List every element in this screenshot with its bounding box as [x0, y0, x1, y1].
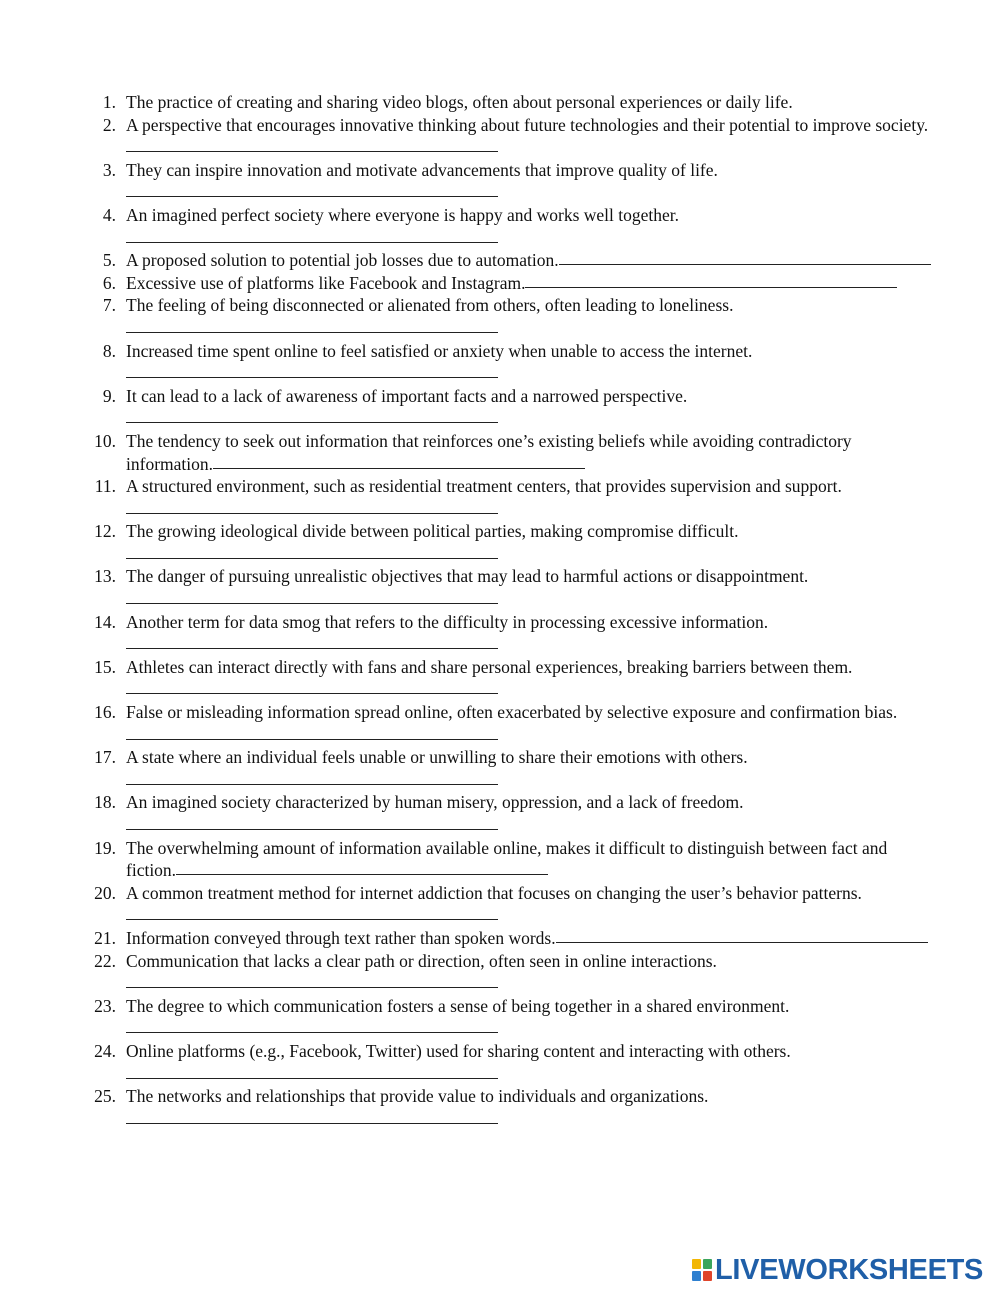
question-item	[0, 882, 1000, 927]
question-item	[0, 701, 1000, 746]
answer-blank[interactable]	[126, 814, 498, 830]
logo-tile	[692, 1271, 701, 1281]
question-text: They can inspire innovation and motivate advancements that improve quality of life.	[126, 159, 718, 180]
answer-blank[interactable]	[126, 724, 498, 740]
question-item	[0, 385, 1000, 430]
question-number: 18.	[94, 792, 116, 813]
question-text: A structured environment, such as residential treatment centers, that provides supervision and support.	[126, 476, 842, 497]
answer-blank[interactable]	[126, 543, 498, 559]
question-text: It can lead to a lack of awareness of important facts and a narrowed perspective.	[126, 385, 688, 406]
question-text: Athletes can interact directly with fans and share personal experiences, breaking barriers between them.	[126, 656, 853, 677]
answer-blank[interactable]	[126, 972, 498, 988]
question-number: 1.	[102, 92, 116, 112]
answer-blank[interactable]	[126, 588, 498, 604]
answer-input[interactable]	[126, 187, 498, 202]
question-text: A proposed solution to potential job losses due to automation.	[126, 250, 559, 271]
question-number: 2.	[102, 114, 116, 135]
answer-blank[interactable]	[126, 498, 498, 514]
answer-input[interactable]	[126, 368, 498, 383]
question-number: 6.	[102, 272, 116, 293]
question-item	[0, 159, 1000, 204]
logo-tile	[703, 1259, 712, 1269]
question-item	[0, 294, 1000, 339]
question-number: 12.	[94, 521, 116, 542]
answer-input[interactable]	[525, 278, 897, 293]
question-text: Online platforms (e.g., Facebook, Twitter) used for sharing content and interacting with others.	[126, 1040, 791, 1061]
answer-input[interactable]	[126, 978, 498, 993]
question-number: 5.	[102, 250, 116, 271]
answer-blank[interactable]	[126, 227, 498, 243]
question-item	[0, 1040, 1000, 1085]
answer-input[interactable]	[559, 255, 931, 270]
answer-input[interactable]	[126, 639, 498, 654]
question-item	[0, 272, 1000, 295]
answer-input[interactable]	[126, 910, 498, 925]
answer-input[interactable]	[126, 820, 498, 835]
answer-input[interactable]	[126, 594, 498, 609]
question-item	[0, 1085, 1000, 1130]
question-text: Another term for data smog that refers to the difficulty in processing excessive information.	[126, 611, 769, 632]
answer-blank[interactable]	[556, 927, 928, 943]
question-number: 19.	[94, 837, 116, 858]
question-number: 23.	[94, 995, 116, 1016]
answer-blank[interactable]	[126, 362, 498, 378]
question-item	[0, 611, 1000, 656]
logo-tile	[692, 1259, 701, 1269]
question-text: False or misleading information spread online, often exacerbated by selective exposure and confirmation bias.	[126, 702, 898, 723]
question-text: The danger of pursuing unrealistic objectives that may lead to harmful actions or disappointment.	[126, 566, 809, 587]
answer-input[interactable]	[176, 865, 548, 880]
answer-input[interactable]	[126, 142, 498, 157]
question-number: 11.	[94, 476, 116, 497]
question-text: Excessive use of platforms like Facebook and Instagram.	[126, 272, 526, 293]
question-number: 7.	[102, 295, 116, 316]
answer-blank[interactable]	[559, 249, 931, 265]
question-number: 15.	[94, 656, 116, 677]
answer-input[interactable]	[126, 413, 498, 428]
brand-name: LIVEWORKSHEETS	[715, 1254, 984, 1286]
answer-blank[interactable]	[176, 859, 548, 875]
question-text: The feeling of being disconnected or alienated from others, often leading to loneliness.	[126, 295, 734, 316]
answer-input[interactable]	[126, 775, 498, 790]
question-text: The networks and relationships that provide value to individuals and organizations.	[126, 1086, 709, 1107]
question-item	[0, 746, 1000, 791]
answer-input[interactable]	[126, 233, 498, 248]
question-number: 16.	[94, 702, 116, 723]
question-number: 9.	[102, 385, 116, 406]
answer-blank[interactable]	[126, 181, 498, 197]
question-number: 22.	[94, 950, 116, 971]
answer-blank[interactable]	[126, 904, 498, 920]
question-item	[0, 430, 1000, 475]
question-number: 8.	[102, 340, 116, 361]
answer-input[interactable]	[126, 549, 498, 564]
answer-input[interactable]	[556, 933, 928, 948]
answer-blank[interactable]	[126, 136, 498, 152]
answer-input[interactable]	[126, 1114, 498, 1129]
question-text: A common treatment method for internet addiction that focuses on changing the user’s behavior patterns.	[126, 882, 862, 903]
question-item	[0, 837, 1000, 882]
question-number: 25.	[94, 1086, 116, 1107]
question-item	[0, 927, 1000, 950]
question-item	[0, 995, 1000, 1040]
question-number: 10.	[94, 430, 116, 451]
answer-blank[interactable]	[213, 453, 585, 469]
question-item	[0, 656, 1000, 701]
answer-blank[interactable]	[126, 769, 498, 785]
question-item	[0, 475, 1000, 520]
question-item	[0, 950, 1000, 995]
answer-input[interactable]	[213, 459, 585, 474]
question-text: Information conveyed through text rather than spoken words.	[126, 927, 556, 948]
question-number: 21.	[94, 927, 116, 948]
question-number: 3.	[102, 159, 116, 180]
question-text: Increased time spent online to feel satisfied or anxiety when unable to access the internet.	[126, 340, 753, 361]
question-item	[0, 114, 1000, 159]
question-number: 4.	[102, 204, 116, 225]
question-number: 24.	[94, 1040, 116, 1061]
answer-blank[interactable]	[126, 678, 498, 694]
answer-input[interactable]	[126, 1069, 498, 1084]
answer-input[interactable]	[126, 730, 498, 745]
liveworksheets-logo-icon	[692, 1259, 712, 1281]
answer-input[interactable]	[126, 1023, 498, 1038]
answer-blank[interactable]	[126, 1017, 498, 1033]
question-list	[0, 91, 1000, 1130]
question-number: 17.	[94, 747, 116, 768]
answer-blank[interactable]	[126, 407, 498, 423]
answer-input[interactable]	[126, 504, 498, 519]
question-text: A state where an individual feels unable or unwilling to share their emotions with others.	[126, 747, 748, 768]
answer-blank[interactable]	[126, 1108, 498, 1124]
answer-input[interactable]	[126, 684, 498, 699]
logo-tile	[703, 1271, 712, 1281]
question-text: An imagined perfect society where everyone is happy and works well together.	[126, 204, 680, 225]
answer-blank[interactable]	[126, 1063, 498, 1079]
liveworksheets-logo	[692, 1255, 983, 1285]
question-number: 14.	[94, 611, 116, 632]
question-text: A perspective that encourages innovative thinking about future technologies and their potential to improve society.	[126, 114, 929, 135]
question-item	[0, 340, 1000, 385]
question-item	[0, 520, 1000, 565]
question-text: The degree to which communication fosters a sense of being together in a shared environment.	[126, 995, 790, 1016]
question-item	[0, 91, 1000, 114]
question-text: The overwhelming amount of information available online, makes it difficult to distinguish between fact and fiction.	[126, 837, 888, 881]
question-item	[0, 791, 1000, 836]
question-number: 20.	[94, 882, 116, 903]
question-text: The growing ideological divide between political parties, making compromise difficult.	[126, 521, 739, 542]
question-text: An imagined society characterized by human misery, oppression, and a lack of freedom.	[126, 792, 744, 813]
question-text: The practice of creating and sharing video blogs, often about personal experiences or daily life.	[126, 92, 793, 112]
answer-input[interactable]	[126, 323, 498, 338]
answer-blank[interactable]	[126, 633, 498, 649]
answer-blank[interactable]	[126, 317, 498, 333]
question-text: The tendency to seek out information that reinforces one’s existing beliefs while avoiding contradictory information.	[126, 430, 852, 474]
question-item	[0, 249, 1000, 272]
question-number: 13.	[94, 566, 116, 587]
question-item	[0, 204, 1000, 249]
question-text: Communication that lacks a clear path or direction, often seen in online interactions.	[126, 950, 717, 971]
answer-blank[interactable]	[525, 272, 897, 288]
question-item	[0, 565, 1000, 610]
